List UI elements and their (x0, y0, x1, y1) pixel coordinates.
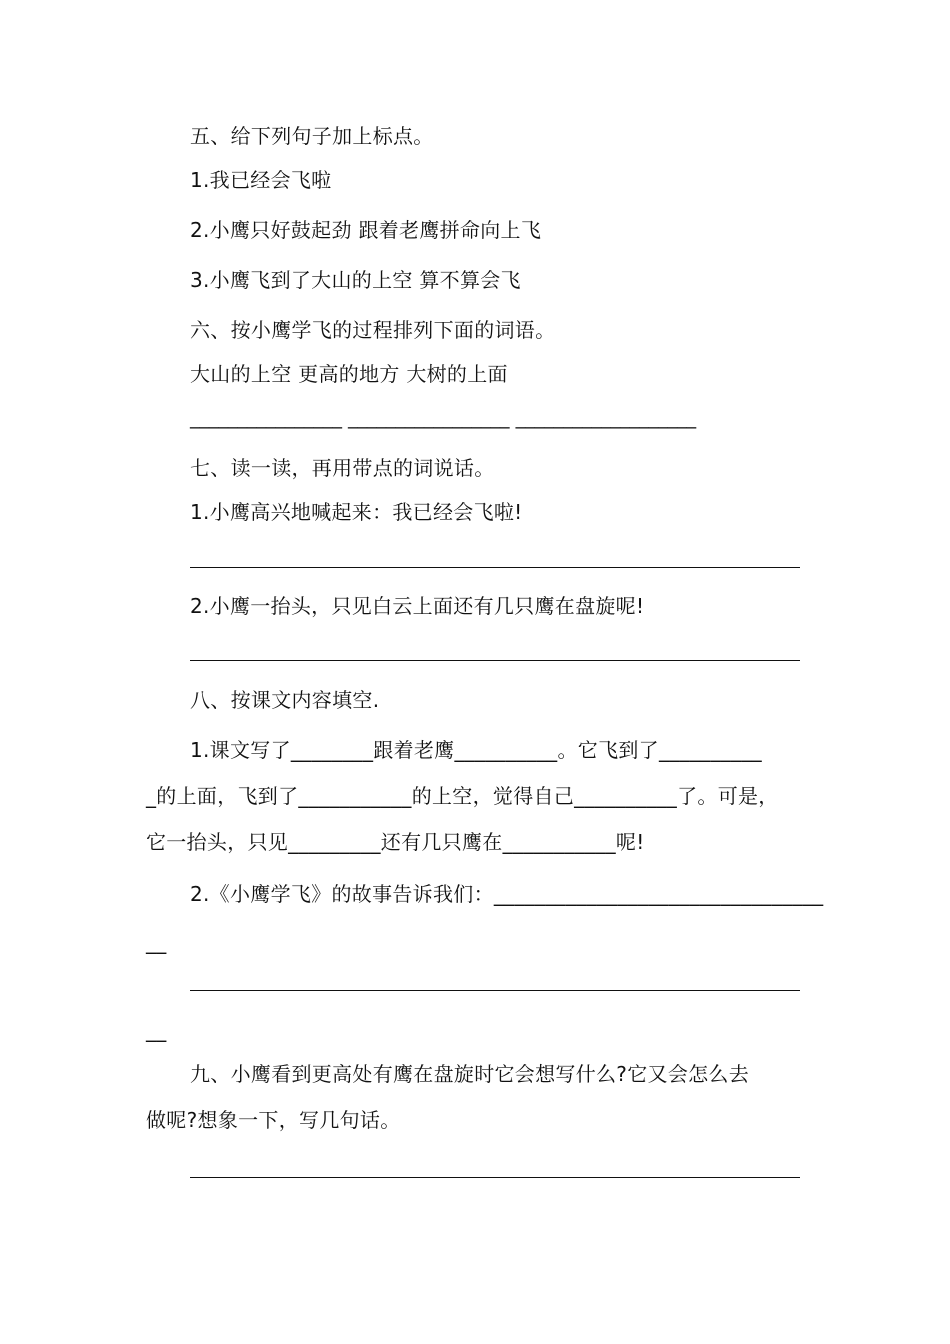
section6-words: 大山的上空 更高的地方 大树的上面 (190, 362, 508, 386)
section6-answer-blanks[interactable]: ________________ _________________ ___________________ (190, 407, 697, 429)
section8-title: 八、按课文内容填空. (190, 688, 380, 712)
section8-item2-line4: __ (146, 1018, 167, 1042)
section5-item-3: 3.小鹰飞到了大山的上空 算不算会飞 (190, 268, 521, 292)
section7-item-1: 1.小鹰高兴地喊起来：我已经会飞啦! (190, 500, 523, 524)
section7-item-2: 2.小鹰一抬头，只见白云上面还有几只鹰在盘旋呢! (190, 594, 645, 618)
section8-item1-line3: 它一抬头，只见_________还有几只鹰在___________呢! (146, 830, 645, 854)
answer-line[interactable] (190, 567, 800, 568)
section5-item-1: 1.我已经会飞啦 (190, 168, 332, 192)
answer-line[interactable] (190, 990, 800, 991)
section8-item2-line2: __ (146, 930, 167, 954)
section5-title: 五、给下列句子加上标点。 (190, 124, 434, 148)
section9-line1: 九、小鹰看到更高处有鹰在盘旋时它会想写什么?它又会怎么去 (190, 1062, 750, 1086)
section7-title: 七、读一读，再用带点的词说话。 (190, 456, 495, 480)
section6-title: 六、按小鹰学飞的过程排列下面的词语。 (190, 318, 556, 342)
answer-line[interactable] (190, 660, 800, 661)
section9-line2: 做呢?想象一下，写几句话。 (146, 1108, 401, 1132)
section8-item1-line2: _的上面，飞到了___________的上空，觉得自己__________了。可是， (146, 784, 779, 808)
section8-item1-line1: 1.课文写了________跟着老鹰__________。它飞到了__________ (190, 738, 762, 762)
section8-item2-line1: 2.《小鹰学飞》的故事告诉我们：________________________________ (190, 882, 824, 906)
answer-line[interactable] (190, 1177, 800, 1178)
section5-item-2: 2.小鹰只好鼓起劲 跟着老鹰拼命向上飞 (190, 218, 542, 242)
